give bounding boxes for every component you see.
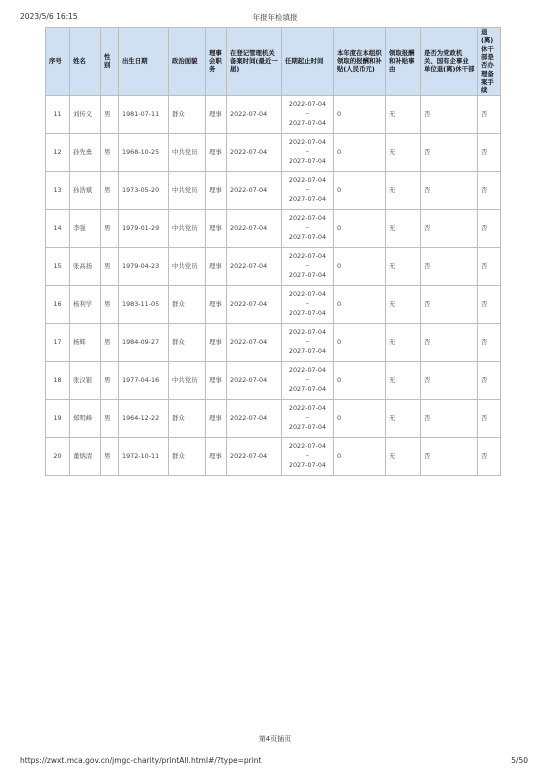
header-cell: 序号: [46, 28, 70, 96]
term-end: 2027-07-04: [288, 308, 327, 317]
table-row: [46, 285, 501, 323]
cell-gender: 男: [101, 171, 119, 209]
cell-name: 李强: [70, 209, 101, 247]
term-separator: –: [305, 185, 310, 194]
cell-gender: 男: [101, 437, 119, 475]
print-page-number: 5/50: [511, 756, 528, 765]
table-row: [46, 323, 501, 361]
cell-remuneration: 0: [334, 361, 386, 399]
cell-council-role: 理事: [206, 285, 227, 323]
header-cell: 政治面貌: [169, 28, 206, 96]
cell-filing-date: 2022-07-04: [227, 323, 282, 361]
term-end: 2027-07-04: [288, 118, 327, 127]
cell-index: 16: [46, 285, 70, 323]
cell-term-period: [282, 209, 334, 247]
cell-name: 郑明峰: [70, 399, 101, 437]
cell-term-period: [282, 171, 334, 209]
cell-name: 杨利学: [70, 285, 101, 323]
cell-birth-date: 1964-12-22: [119, 399, 169, 437]
cell-gender: 男: [101, 323, 119, 361]
print-datetime: 2023/5/6 16:15: [20, 12, 78, 21]
cell-filing-date: 2022-07-04: [227, 285, 282, 323]
cell-remuneration-reason: 无: [386, 171, 421, 209]
cell-index: 18: [46, 361, 70, 399]
cell-birth-date: 1983-11-05: [119, 285, 169, 323]
header-cell: 理事会职务: [206, 28, 227, 96]
cell-name: 张汉银: [70, 361, 101, 399]
table-row: [46, 209, 501, 247]
cell-political-status: 群众: [169, 285, 206, 323]
cell-retired-cadre: 否: [421, 133, 478, 171]
table-row: [46, 171, 501, 209]
term-end: 2027-07-04: [288, 346, 327, 355]
table-row: [46, 95, 501, 133]
cell-filing-date: 2022-07-04: [227, 95, 282, 133]
cell-remuneration-reason: 无: [386, 323, 421, 361]
term-end: 2027-07-04: [288, 460, 327, 469]
cell-name: 张高扬: [70, 247, 101, 285]
cell-political-status: 群众: [169, 323, 206, 361]
cell-political-status: 群众: [169, 399, 206, 437]
cell-filing-procedure: 否: [478, 323, 501, 361]
cell-political-status: 中共党员: [169, 247, 206, 285]
cell-remuneration: 0: [334, 209, 386, 247]
cell-index: 19: [46, 399, 70, 437]
cell-birth-date: 1984-09-27: [119, 323, 169, 361]
print-title: 年报年检填报: [252, 13, 298, 22]
term-separator: –: [305, 261, 310, 270]
cell-filing-procedure: 否: [478, 171, 501, 209]
term-start: 2022-07-04: [288, 365, 327, 374]
cell-name: 董炳清: [70, 437, 101, 475]
council-members-table: [45, 27, 501, 476]
cell-filing-procedure: 否: [478, 209, 501, 247]
term-separator: –: [305, 413, 310, 422]
term-separator: –: [305, 451, 310, 460]
cell-filing-date: 2022-07-04: [227, 209, 282, 247]
cell-remuneration-reason: 无: [386, 285, 421, 323]
cell-filing-date: 2022-07-04: [227, 247, 282, 285]
cell-remuneration-reason: 无: [386, 361, 421, 399]
cell-filing-procedure: 否: [478, 437, 501, 475]
term-start: 2022-07-04: [288, 441, 327, 450]
cell-filing-date: 2022-07-04: [227, 171, 282, 209]
term-start: 2022-07-04: [288, 251, 327, 260]
cell-retired-cadre: 否: [421, 285, 478, 323]
cell-council-role: 理事: [206, 171, 227, 209]
table-header-row: [46, 28, 501, 96]
table-row: [46, 133, 501, 171]
cell-remuneration: 0: [334, 171, 386, 209]
cell-index: 11: [46, 95, 70, 133]
cell-term-period: [282, 361, 334, 399]
header-cell: 在登记管理机关备案时间(最近一届): [227, 28, 282, 96]
cell-gender: 男: [101, 399, 119, 437]
cell-remuneration: 0: [334, 399, 386, 437]
term-end: 2027-07-04: [288, 232, 327, 241]
cell-term-period: [282, 399, 334, 437]
cell-political-status: 中共党员: [169, 133, 206, 171]
header-cell: 退(离)休干部是否办理备案手续: [478, 28, 501, 96]
cell-term-period: [282, 285, 334, 323]
cell-remuneration: 0: [334, 323, 386, 361]
cell-birth-date: 1972-10-11: [119, 437, 169, 475]
cell-retired-cadre: 否: [421, 399, 478, 437]
term-start: 2022-07-04: [288, 137, 327, 146]
cell-remuneration-reason: 无: [386, 437, 421, 475]
header-cell: 领取报酬和补贴事由: [386, 28, 421, 96]
page-label: 第4页插页: [258, 735, 292, 743]
cell-gender: 男: [101, 361, 119, 399]
cell-name: 刘传义: [70, 95, 101, 133]
cell-filing-procedure: 否: [478, 399, 501, 437]
cell-index: 13: [46, 171, 70, 209]
term-end: 2027-07-04: [288, 194, 327, 203]
cell-remuneration: 0: [334, 437, 386, 475]
header-cell: 出生日期: [119, 28, 169, 96]
cell-retired-cadre: 否: [421, 95, 478, 133]
print-header: [20, 12, 530, 24]
cell-filing-date: 2022-07-04: [227, 133, 282, 171]
cell-remuneration: 0: [334, 133, 386, 171]
cell-council-role: 理事: [206, 247, 227, 285]
header-cell: 任期起止时间: [282, 28, 334, 96]
cell-filing-date: 2022-07-04: [227, 437, 282, 475]
cell-gender: 男: [101, 247, 119, 285]
cell-council-role: 理事: [206, 323, 227, 361]
cell-retired-cadre: 否: [421, 323, 478, 361]
cell-filing-procedure: 否: [478, 133, 501, 171]
print-footer: [20, 756, 528, 768]
cell-name: 杨辉: [70, 323, 101, 361]
header-cell: 姓名: [70, 28, 101, 96]
cell-council-role: 理事: [206, 133, 227, 171]
cell-filing-procedure: 否: [478, 95, 501, 133]
cell-index: 12: [46, 133, 70, 171]
cell-index: 15: [46, 247, 70, 285]
cell-political-status: 中共党员: [169, 361, 206, 399]
cell-term-period: [282, 247, 334, 285]
cell-retired-cadre: 否: [421, 361, 478, 399]
cell-remuneration-reason: 无: [386, 209, 421, 247]
cell-council-role: 理事: [206, 361, 227, 399]
cell-remuneration-reason: 无: [386, 399, 421, 437]
term-end: 2027-07-04: [288, 270, 327, 279]
term-separator: –: [305, 375, 310, 384]
term-separator: –: [305, 337, 310, 346]
header-cell: 本年度在本组织领取的报酬和补贴(人民币元): [334, 28, 386, 96]
table-row: [46, 399, 501, 437]
term-end: 2027-07-04: [288, 384, 327, 393]
cell-filing-date: 2022-07-04: [227, 399, 282, 437]
term-start: 2022-07-04: [288, 327, 327, 336]
cell-birth-date: 1977-04-16: [119, 361, 169, 399]
cell-political-status: 中共党员: [169, 171, 206, 209]
cell-birth-date: 1979-04-23: [119, 247, 169, 285]
term-separator: –: [305, 109, 310, 118]
term-end: 2027-07-04: [288, 422, 327, 431]
cell-term-period: [282, 95, 334, 133]
term-separator: –: [305, 299, 310, 308]
cell-index: 17: [46, 323, 70, 361]
cell-retired-cadre: 否: [421, 171, 478, 209]
print-url: https://zwxt.mca.gov.cn/jmgc-charity/printAll.html#/?type=print: [20, 756, 262, 765]
table-row: [46, 361, 501, 399]
cell-political-status: 中共党员: [169, 209, 206, 247]
cell-remuneration: 0: [334, 285, 386, 323]
term-start: 2022-07-04: [288, 175, 327, 184]
cell-filing-procedure: 否: [478, 247, 501, 285]
cell-council-role: 理事: [206, 399, 227, 437]
cell-term-period: [282, 437, 334, 475]
cell-term-period: [282, 133, 334, 171]
cell-gender: 男: [101, 133, 119, 171]
cell-council-role: 理事: [206, 437, 227, 475]
term-start: 2022-07-04: [288, 289, 327, 298]
cell-index: 14: [46, 209, 70, 247]
cell-remuneration: 0: [334, 247, 386, 285]
table-body: [46, 95, 501, 475]
cell-birth-date: 1979-01-29: [119, 209, 169, 247]
cell-retired-cadre: 否: [421, 247, 478, 285]
cell-birth-date: 1968-10-25: [119, 133, 169, 171]
term-start: 2022-07-04: [288, 99, 327, 108]
cell-birth-date: 1981-07-11: [119, 95, 169, 133]
cell-political-status: 群众: [169, 95, 206, 133]
cell-retired-cadre: 否: [421, 437, 478, 475]
cell-gender: 男: [101, 285, 119, 323]
header-cell: 性别: [101, 28, 119, 96]
cell-remuneration: 0: [334, 95, 386, 133]
term-start: 2022-07-04: [288, 213, 327, 222]
cell-remuneration-reason: 无: [386, 95, 421, 133]
term-separator: –: [305, 147, 310, 156]
table-row: [46, 247, 501, 285]
cell-name: 孙先勇: [70, 133, 101, 171]
cell-retired-cadre: 否: [421, 209, 478, 247]
term-end: 2027-07-04: [288, 156, 327, 165]
cell-filing-procedure: 否: [478, 361, 501, 399]
cell-gender: 男: [101, 95, 119, 133]
cell-remuneration-reason: 无: [386, 247, 421, 285]
cell-term-period: [282, 323, 334, 361]
header-cell: 是否为党政机关、国有企事业单位退(离)休干部: [421, 28, 478, 96]
term-separator: –: [305, 223, 310, 232]
cell-filing-date: 2022-07-04: [227, 361, 282, 399]
cell-index: 20: [46, 437, 70, 475]
cell-council-role: 理事: [206, 95, 227, 133]
cell-gender: 男: [101, 209, 119, 247]
cell-birth-date: 1973-05-20: [119, 171, 169, 209]
cell-political-status: 群众: [169, 437, 206, 475]
cell-remuneration-reason: 无: [386, 133, 421, 171]
cell-name: 孙浩斌: [70, 171, 101, 209]
cell-council-role: 理事: [206, 209, 227, 247]
term-start: 2022-07-04: [288, 403, 327, 412]
cell-filing-procedure: 否: [478, 285, 501, 323]
table-row: [46, 437, 501, 475]
